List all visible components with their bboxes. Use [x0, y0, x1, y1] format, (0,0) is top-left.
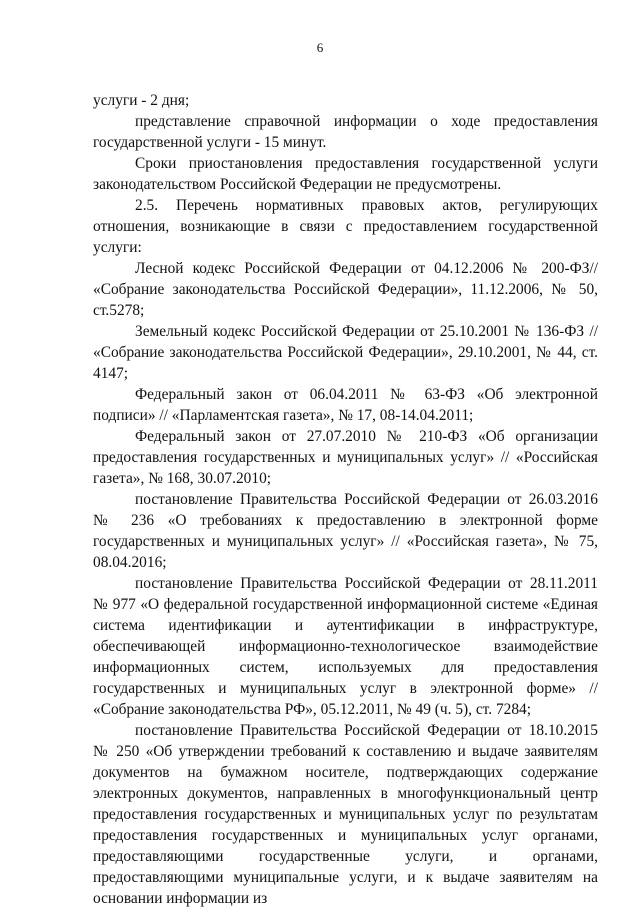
paragraph-forest-code: Лесной кодекс Российской Федерации от 04.12.2006 № 200-ФЗ// «Собрание законодательства Российской Федерации», 11.12.2006, № 50, ст.5278;	[93, 260, 598, 319]
paragraph-law-210fz: Федеральный закон от 27.07.2010 № 210-ФЗ «Об организации предоставления государственных и муниципальных услуг» // «Российская газета», № 168, 30.07.2010;	[93, 428, 598, 487]
page-number: 6	[316, 40, 324, 55]
paragraph-law-63fz: Федеральный закон от 06.04.2011 № 63-ФЗ «Об электронной подписи» // «Парламентская газета», № 17, 08-14.04.2011;	[93, 386, 598, 424]
paragraph-suspension-terms: Сроки приостановления предоставления государственной услуги законодательством Российской Федерации не предусмотрены.	[93, 155, 598, 193]
paragraph-decree-250: постановление Правительства Российской Федерации от 18.10.2015 № 250 «Об утверждении требований к составлению и выдаче заявителям документов на бумажном носителе, подтверждающих содержание электронных документов, направленных в многофункциональный центр предоставления государственных и муниципальных услуг по результатам предоставления государственных и муниципальных услуг органами, предоставляющими государственные услуги, и органами, предоставляющими муниципальные услуги, и к выдаче заявителям на основании информации из	[93, 722, 598, 907]
paragraph-section-2-5: 2.5. Перечень нормативных правовых актов, регулирующих отношения, возникающие в связи с предоставлением государственной услуги:	[93, 197, 598, 256]
paragraph-deadline-continuation: услуги - 2 дня;	[93, 92, 190, 109]
paragraph-land-code: Земельный кодекс Российской Федерации от 25.10.2001 № 136-ФЗ // «Собрание законодательства Российской Федерации», 29.10.2001, № 44, ст. 4147;	[93, 323, 598, 382]
paragraph-reference-info: представление справочной информации о ходе предоставления государственной услуги - 15 минут.	[93, 113, 598, 151]
paragraph-decree-236: постановление Правительства Российской Федерации от 26.03.2016 № 236 «О требованиях к предоставлению в электронной форме государственных и муниципальных услуг» // «Российская газета», № 75, 08.04.2016;	[93, 491, 598, 571]
document-body	[93, 90, 598, 909]
paragraph-decree-977: постановление Правительства Российской Федерации от 28.11.2011 № 977 «О федеральной государственной информационной системе «Единая система идентификации и аутентификации в инфраструктуре, обеспечивающей информационно-технологическое взаимодействие информационных систем, используемых для предоставления государственных и муниципальных услуг в электронной форме» // «Собрание законодательства РФ», 05.12.2011, № 49 (ч. 5), ст. 7284;	[93, 575, 598, 718]
